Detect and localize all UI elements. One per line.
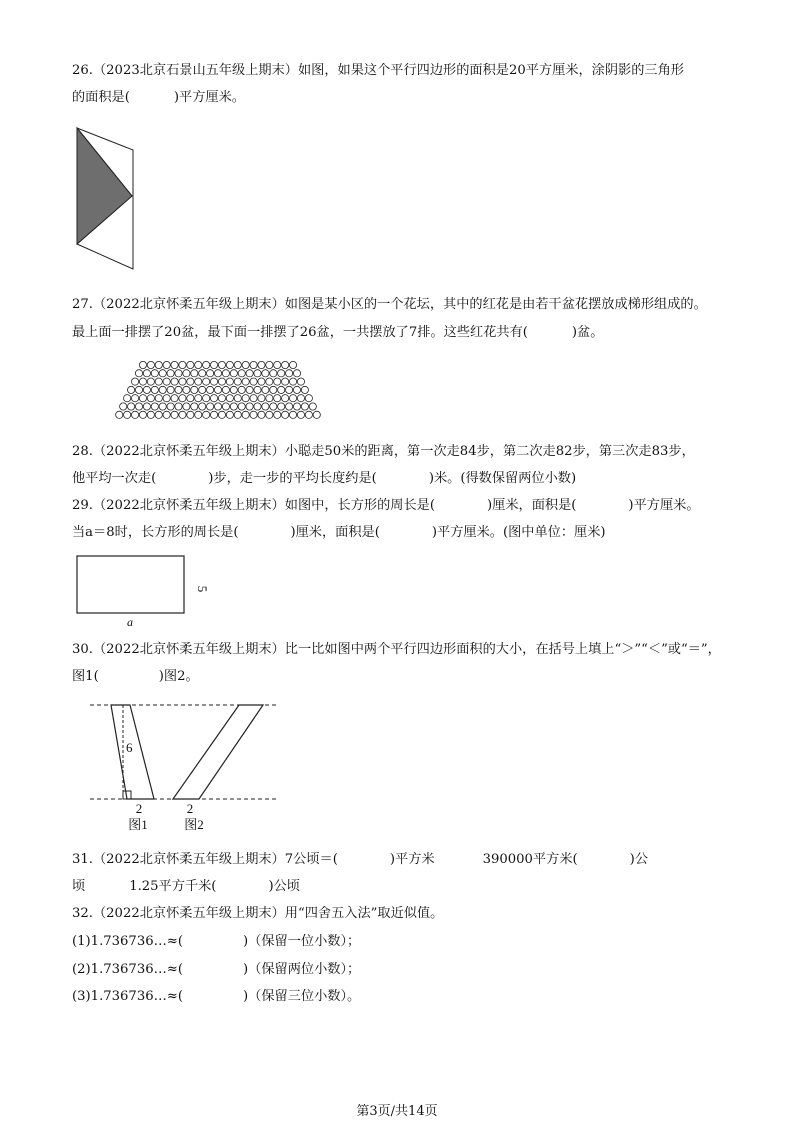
q30-text-a: 图1( [72, 669, 99, 684]
q31-text-2b: 1.25平方千米( [129, 879, 217, 894]
q30-fig1-caption: 图1 [128, 817, 148, 832]
q29-text-1c: )平方厘米。 [628, 498, 700, 513]
q28-line1: 28.（2022北京怀柔五年级上期末）小聪走50米的距离，第一次走84步，第二次走82步，第三次走83步， [72, 444, 695, 459]
q30-fig1-height-label: 6 [126, 740, 133, 755]
q32-item1-text-b: )（保留一位小数）； [243, 934, 361, 949]
q31-line1 [72, 851, 648, 869]
q26-text-b: )平方厘米。 [173, 90, 245, 105]
q29-width-label: a [127, 615, 133, 629]
q30-fig1-base-label: 2 [135, 801, 143, 816]
q30-figure1-parallelogram [111, 705, 154, 799]
q27-text-b: )盆。 [571, 325, 604, 340]
q31-text-2c: )公顷 [268, 879, 300, 894]
q29-text-1b: )厘米，面积是( [487, 498, 577, 513]
q28-text-b: )步，走一步的平均长度约是( [208, 471, 377, 486]
q32-item2-text-a: (2)1.736736…≈( [72, 962, 183, 977]
q30-figure2-parallelogram [173, 705, 263, 799]
q27-line1: 27.（2022北京怀柔五年级上期末）如图是某小区的一个花坛，其中的红花是由若干盆花摆放成梯形组成的。 [72, 297, 707, 312]
q32-item1-text-a: (1)1.736736…≈( [72, 934, 183, 949]
q31-text-2a: 顷 [72, 879, 86, 894]
q28-text-c: )米。(得数保留两位小数) [428, 471, 577, 486]
q31-text-1d: )公 [629, 852, 649, 867]
q29-text-2a: 当a＝8时，长方形的周长是( [72, 525, 239, 540]
q26-text-a: 的面积是( [72, 90, 130, 105]
q27-text-a: 最上面一排摆了20盆，最下面一排摆了26盆，一共摆放了7排。这些红花共有( [72, 325, 528, 340]
q28-text-a: 他平均一次走( [72, 471, 157, 486]
q32-item2-text-b: )（保留两位小数）； [243, 962, 361, 977]
q31-text-1c: 390000平方米( [482, 852, 578, 867]
q29-text-2c: )平方厘米。(图中单位：厘米) [431, 525, 606, 540]
q32-item3-text-b: )（保留三位小数）。 [243, 989, 361, 1004]
q32-line1: 32.（2022北京怀柔五年级上期末）用“四舍五入法”取近似值。 [72, 906, 444, 921]
q29-height-label: 5 [195, 585, 210, 593]
q32-item3-text-a: (3)1.736736…≈( [72, 989, 183, 1004]
q30-line1: 30.（2022北京怀柔五年级上期末）比一比如图中两个平行四边形面积的大小，在括号上填上“＞”“＜”或“＝”， [72, 642, 721, 657]
q30-text-b: )图2。 [158, 669, 199, 684]
q26-line1: 26.（2023北京石景山五年级上期末）如图，如果这个平行四边形的面积是20平方厘米，涂阴影的三角形 [72, 63, 684, 78]
q32-item3 [72, 988, 360, 1006]
q32-item1 [72, 933, 360, 951]
page-footer: 第3页/共14页 [356, 1104, 438, 1119]
q32-item2 [72, 961, 360, 979]
q31-text-1b: )平方米 [389, 852, 435, 867]
q31-line2 [72, 878, 300, 896]
q30-fig2-base-label: 2 [186, 801, 194, 816]
q30-fig2-caption: 图2 [184, 817, 204, 832]
q29-text-1a: 29.（2022北京怀柔五年级上期末）如图中，长方形的周长是( [72, 498, 435, 513]
q29-text-2b: )厘米，面积是( [290, 525, 380, 540]
q31-text-1a: 31.（2022北京怀柔五年级上期末）7公顷＝( [72, 852, 338, 867]
